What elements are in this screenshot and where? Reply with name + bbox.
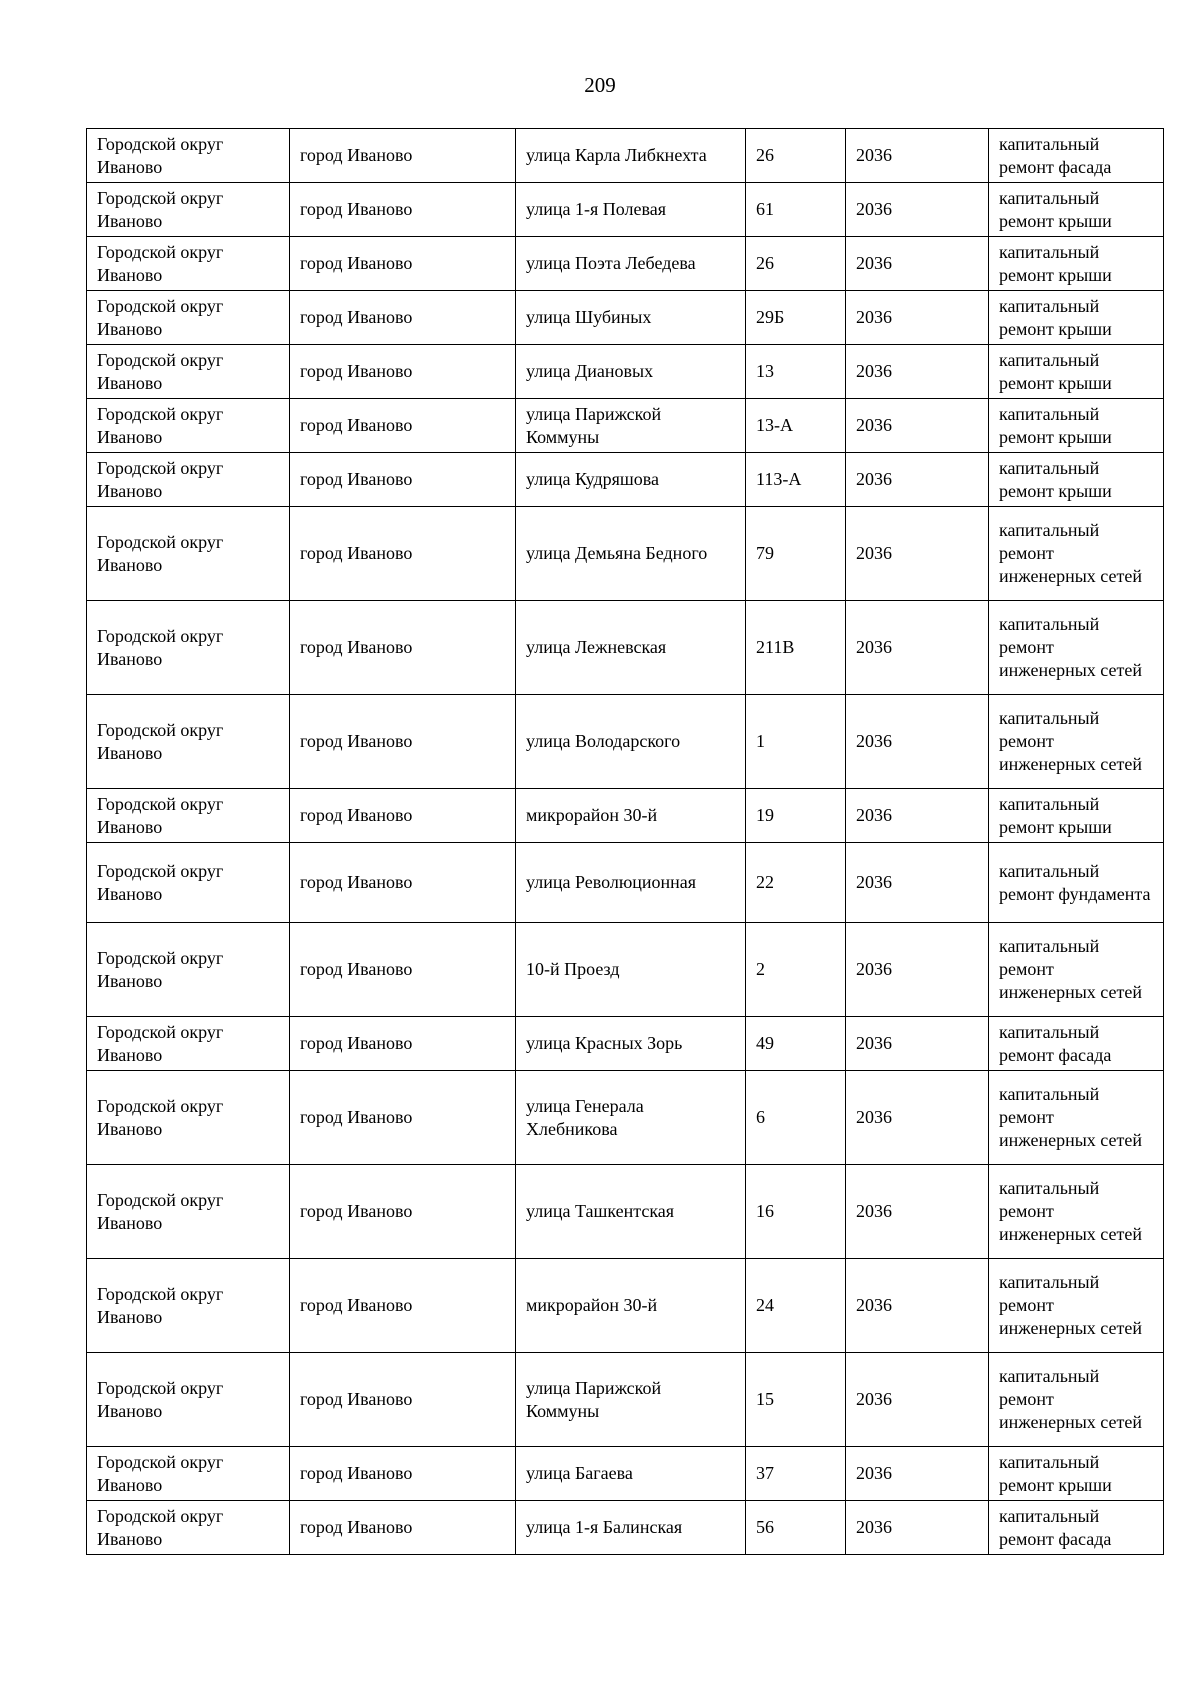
cell-house: 56 [746, 1501, 846, 1555]
cell-district: Городской округ Иваново [87, 291, 290, 345]
cell-street: улица 1-я Полевая [516, 183, 746, 237]
table-row [87, 1017, 1164, 1071]
table-row [87, 291, 1164, 345]
cell-city: город Иваново [290, 1501, 516, 1555]
cell-city: город Иваново [290, 843, 516, 923]
table-row [87, 345, 1164, 399]
cell-work: капитальный ремонт инженерных сетей [989, 695, 1164, 789]
cell-district: Городской округ Иваново [87, 1071, 290, 1165]
cell-year: 2036 [846, 291, 989, 345]
cell-district: Городской округ Иваново [87, 923, 290, 1017]
cell-work: капитальный ремонт инженерных сетей [989, 507, 1164, 601]
cell-street: улица Шубиных [516, 291, 746, 345]
cell-street: улица Парижской Коммуны [516, 1353, 746, 1447]
table-row [87, 399, 1164, 453]
cell-district: Городской округ Иваново [87, 695, 290, 789]
cell-house: 15 [746, 1353, 846, 1447]
cell-year: 2036 [846, 237, 989, 291]
cell-year: 2036 [846, 843, 989, 923]
cell-city: город Иваново [290, 1447, 516, 1501]
table-row [87, 1447, 1164, 1501]
cell-city: город Иваново [290, 129, 516, 183]
cell-work: капитальный ремонт фасада [989, 129, 1164, 183]
cell-work: капитальный ремонт инженерных сетей [989, 923, 1164, 1017]
cell-year: 2036 [846, 789, 989, 843]
cell-district: Городской округ Иваново [87, 843, 290, 923]
cell-year: 2036 [846, 1071, 989, 1165]
cell-city: город Иваново [290, 923, 516, 1017]
cell-house: 19 [746, 789, 846, 843]
cell-house: 1 [746, 695, 846, 789]
cell-work: капитальный ремонт крыши [989, 183, 1164, 237]
cell-work: капитальный ремонт фасада [989, 1501, 1164, 1555]
cell-city: город Иваново [290, 695, 516, 789]
cell-street: улица Кудряшова [516, 453, 746, 507]
cell-house: 24 [746, 1259, 846, 1353]
table-row [87, 237, 1164, 291]
cell-year: 2036 [846, 399, 989, 453]
cell-house: 113-А [746, 453, 846, 507]
cell-work: капитальный ремонт крыши [989, 789, 1164, 843]
cell-district: Городской округ Иваново [87, 789, 290, 843]
cell-year: 2036 [846, 923, 989, 1017]
cell-year: 2036 [846, 1165, 989, 1259]
cell-work: капитальный ремонт инженерных сетей [989, 1353, 1164, 1447]
cell-house: 61 [746, 183, 846, 237]
cell-house: 79 [746, 507, 846, 601]
cell-street: улица Парижской Коммуны [516, 399, 746, 453]
cell-work: капитальный ремонт инженерных сетей [989, 1165, 1164, 1259]
cell-city: город Иваново [290, 1165, 516, 1259]
cell-city: город Иваново [290, 789, 516, 843]
table-row [87, 843, 1164, 923]
cell-work: капитальный ремонт фундамента [989, 843, 1164, 923]
page-number: 209 [584, 73, 616, 97]
cell-street: улица Володарского [516, 695, 746, 789]
cell-street: микрорайон 30-й [516, 789, 746, 843]
cell-street: улица Генерала Хлебникова [516, 1071, 746, 1165]
cell-district: Городской округ Иваново [87, 1501, 290, 1555]
cell-house: 22 [746, 843, 846, 923]
cell-house: 49 [746, 1017, 846, 1071]
cell-year: 2036 [846, 453, 989, 507]
cell-work: капитальный ремонт инженерных сетей [989, 601, 1164, 695]
cell-district: Городской округ Иваново [87, 1447, 290, 1501]
table-row [87, 1165, 1164, 1259]
cell-year: 2036 [846, 1259, 989, 1353]
cell-city: город Иваново [290, 601, 516, 695]
cell-city: город Иваново [290, 1071, 516, 1165]
table-row [87, 1353, 1164, 1447]
cell-year: 2036 [846, 507, 989, 601]
cell-street: улица Красных Зорь [516, 1017, 746, 1071]
table-row [87, 1501, 1164, 1555]
cell-year: 2036 [846, 345, 989, 399]
cell-work: капитальный ремонт крыши [989, 291, 1164, 345]
cell-district: Городской округ Иваново [87, 183, 290, 237]
table-row [87, 507, 1164, 601]
cell-house: 26 [746, 129, 846, 183]
cell-year: 2036 [846, 695, 989, 789]
cell-city: город Иваново [290, 345, 516, 399]
cell-street: улица Карла Либкнехта [516, 129, 746, 183]
cell-district: Городской округ Иваново [87, 601, 290, 695]
cell-city: город Иваново [290, 1017, 516, 1071]
cell-district: Городской округ Иваново [87, 129, 290, 183]
cell-district: Городской округ Иваново [87, 237, 290, 291]
cell-district: Городской округ Иваново [87, 507, 290, 601]
table-body [87, 129, 1164, 1555]
cell-house: 211В [746, 601, 846, 695]
repair-schedule-table [86, 128, 1164, 1555]
cell-work: капитальный ремонт крыши [989, 453, 1164, 507]
cell-district: Городской округ Иваново [87, 399, 290, 453]
cell-year: 2036 [846, 1501, 989, 1555]
cell-work: капитальный ремонт инженерных сетей [989, 1071, 1164, 1165]
table-row [87, 695, 1164, 789]
cell-city: город Иваново [290, 453, 516, 507]
cell-city: город Иваново [290, 183, 516, 237]
cell-city: город Иваново [290, 1353, 516, 1447]
cell-year: 2036 [846, 1353, 989, 1447]
cell-street: улица Диановых [516, 345, 746, 399]
cell-street: улица Ташкентская [516, 1165, 746, 1259]
cell-street: улица 1-я Балинская [516, 1501, 746, 1555]
table-row [87, 789, 1164, 843]
cell-city: город Иваново [290, 291, 516, 345]
table-row [87, 1071, 1164, 1165]
cell-street: улица Багаева [516, 1447, 746, 1501]
cell-street: улица Демьяна Бедного [516, 507, 746, 601]
cell-work: капитальный ремонт крыши [989, 237, 1164, 291]
table-row [87, 183, 1164, 237]
table-row [87, 129, 1164, 183]
cell-work: капитальный ремонт фасада [989, 1017, 1164, 1071]
cell-house: 29Б [746, 291, 846, 345]
cell-house: 26 [746, 237, 846, 291]
table-row [87, 601, 1164, 695]
cell-street: 10-й Проезд [516, 923, 746, 1017]
cell-work: капитальный ремонт крыши [989, 399, 1164, 453]
cell-year: 2036 [846, 1447, 989, 1501]
cell-city: город Иваново [290, 1259, 516, 1353]
cell-house: 13 [746, 345, 846, 399]
cell-house: 13-А [746, 399, 846, 453]
cell-work: капитальный ремонт крыши [989, 345, 1164, 399]
cell-house: 37 [746, 1447, 846, 1501]
table-row [87, 1259, 1164, 1353]
cell-district: Городской округ Иваново [87, 345, 290, 399]
cell-year: 2036 [846, 601, 989, 695]
cell-work: капитальный ремонт инженерных сетей [989, 1259, 1164, 1353]
cell-street: улица Лежневская [516, 601, 746, 695]
cell-district: Городской округ Иваново [87, 453, 290, 507]
cell-year: 2036 [846, 183, 989, 237]
cell-district: Городской округ Иваново [87, 1259, 290, 1353]
cell-district: Городской округ Иваново [87, 1353, 290, 1447]
cell-year: 2036 [846, 1017, 989, 1071]
cell-district: Городской округ Иваново [87, 1017, 290, 1071]
cell-street: улица Поэта Лебедева [516, 237, 746, 291]
cell-street: улица Революционная [516, 843, 746, 923]
cell-district: Городской округ Иваново [87, 1165, 290, 1259]
cell-house: 6 [746, 1071, 846, 1165]
cell-city: город Иваново [290, 237, 516, 291]
cell-street: микрорайон 30-й [516, 1259, 746, 1353]
cell-year: 2036 [846, 129, 989, 183]
cell-city: город Иваново [290, 507, 516, 601]
table-row [87, 923, 1164, 1017]
cell-work: капитальный ремонт крыши [989, 1447, 1164, 1501]
table-row [87, 453, 1164, 507]
cell-house: 2 [746, 923, 846, 1017]
cell-city: город Иваново [290, 399, 516, 453]
cell-house: 16 [746, 1165, 846, 1259]
